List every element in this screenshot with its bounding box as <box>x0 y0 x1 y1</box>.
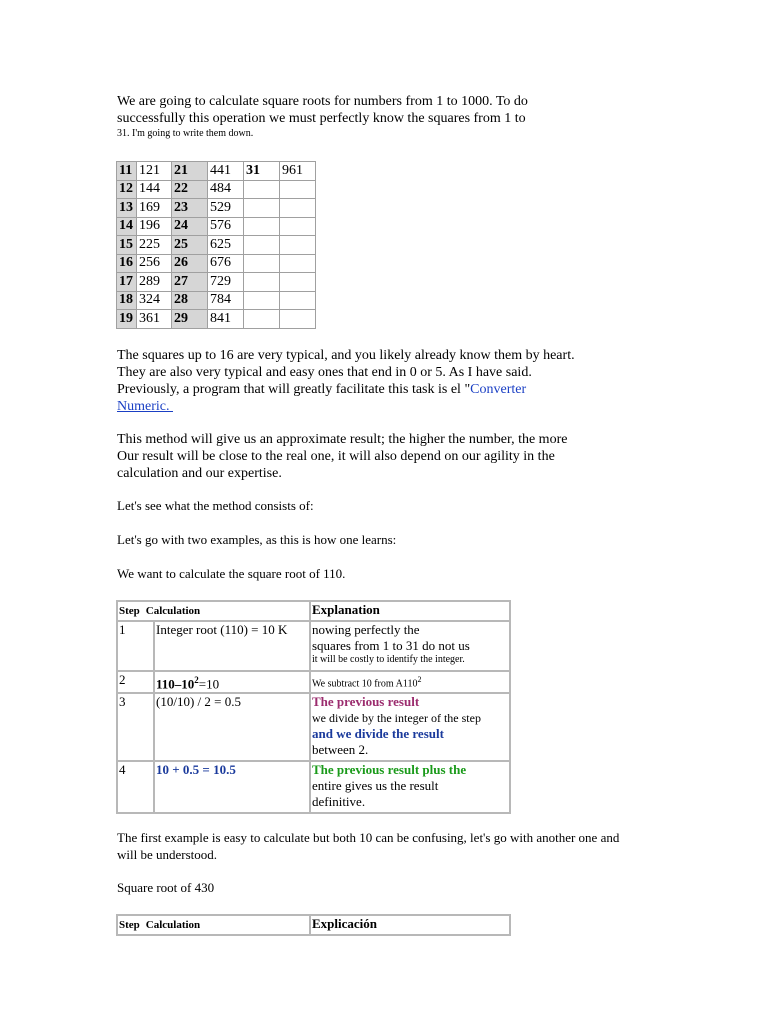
square-cell: 625 <box>208 236 244 255</box>
number-cell: 19 <box>117 310 137 329</box>
number-cell: 31 <box>244 162 280 181</box>
square-cell: 324 <box>137 291 172 310</box>
number-cell: 18 <box>117 291 137 310</box>
examples-text: Let's go with two examples, as this is how one learns: <box>117 532 397 547</box>
calculation-header: Calculation <box>145 919 201 931</box>
link-underline[interactable] <box>526 381 588 393</box>
number-cell: 25 <box>172 236 208 255</box>
calculation-header: Calculation <box>145 605 201 617</box>
table-row <box>117 291 316 310</box>
square-cell <box>280 310 316 329</box>
square-cell: 144 <box>137 180 172 199</box>
number-cell: 23 <box>172 199 208 218</box>
paragraph-line: This method will give us an approximate result; the higher the number, the more <box>117 432 568 447</box>
explanation-cell: nowing perfectly the squares from 1 to 31 do not us it will be costly to identify the integer. <box>310 621 510 671</box>
approximation-paragraph <box>117 431 737 482</box>
number-cell <box>244 310 280 329</box>
number-cell: 17 <box>117 273 137 292</box>
paragraph-line: They are also very typical and easy ones that end in 0 or 5. As I have said. <box>117 365 532 380</box>
table-row <box>117 180 316 199</box>
number-cell: 27 <box>172 273 208 292</box>
explanation-cell: The previous result we divide by the integer of the step and we divide the result between 2. <box>310 693 510 761</box>
square-cell: 225 <box>137 236 172 255</box>
table-row <box>117 761 510 813</box>
explanation-cell: The previous result plus the entire gives us the result definitive. <box>310 761 510 813</box>
table-row <box>117 254 316 273</box>
number-cell <box>244 254 280 273</box>
calculation-cell: 10 + 0.5 = 10.5 <box>154 761 310 813</box>
paragraph-line: Our result will be close to the real one, it will also depend on our agility in the <box>117 449 555 464</box>
number-cell <box>244 180 280 199</box>
number-cell <box>244 291 280 310</box>
square-cell: 576 <box>208 217 244 236</box>
number-cell <box>244 217 280 236</box>
example-430-heading: Square root of 430 <box>117 880 215 895</box>
steps-table-430 <box>116 914 511 936</box>
square-cell: 441 <box>208 162 244 181</box>
intro-line: successfully this operation we must perfectly know the squares from 1 to <box>117 111 526 126</box>
intro-paragraph <box>117 93 737 140</box>
square-cell <box>280 199 316 218</box>
step-number: 3 <box>117 693 154 761</box>
square-cell: 361 <box>137 310 172 329</box>
square-cell: 169 <box>137 199 172 218</box>
number-cell: 15 <box>117 236 137 255</box>
calculation-cell: $110-10^2=10$ <box>154 671 310 693</box>
number-cell: 11 <box>117 162 137 181</box>
square-cell <box>280 273 316 292</box>
paragraph-text: Previously, a program that will greatly facilitate this task is el " <box>117 382 471 397</box>
step-header: Step <box>119 605 140 617</box>
steps-table-110 <box>116 600 511 814</box>
square-cell: 841 <box>208 310 244 329</box>
calculation-cell: (10/10) / 2 = 0.5 <box>154 693 310 761</box>
table-row <box>117 693 510 761</box>
explanation-header: Explanation <box>310 601 510 621</box>
number-cell: 12 <box>117 180 137 199</box>
calculation-cell: Integer root (110) = 10 K <box>154 621 310 671</box>
example-110-heading: We want to calculate the square root of 110. <box>117 566 346 581</box>
square-cell: 729 <box>208 273 244 292</box>
method-text: Let's see what the method consists of: <box>117 498 314 513</box>
number-cell: 29 <box>172 310 208 329</box>
table-row <box>117 236 316 255</box>
number-cell <box>244 236 280 255</box>
number-cell: 26 <box>172 254 208 273</box>
square-cell: 121 <box>137 162 172 181</box>
square-cell <box>280 236 316 255</box>
paragraph-line: The squares up to 16 are very typical, and you likely already know them by heart. <box>117 348 575 363</box>
paragraph-line: calculation and our expertise. <box>117 466 282 481</box>
table-row <box>117 199 316 218</box>
square-cell <box>280 291 316 310</box>
number-cell: 22 <box>172 180 208 199</box>
step-number: 4 <box>117 761 154 813</box>
converter-link[interactable]: Converter <box>470 382 527 397</box>
number-cell: 24 <box>172 217 208 236</box>
square-cell: 196 <box>137 217 172 236</box>
intro-line: We are going to calculate square roots for numbers from 1 to 1000. To do <box>117 94 528 109</box>
square-cell: 529 <box>208 199 244 218</box>
step-number: 1 <box>117 621 154 671</box>
square-cell: 256 <box>137 254 172 273</box>
first-example-paragraph <box>117 829 757 863</box>
paragraph-line: will be understood. <box>117 847 218 862</box>
number-cell: 16 <box>117 254 137 273</box>
square-cell: 784 <box>208 291 244 310</box>
table-row <box>117 217 316 236</box>
step-number: 2 <box>117 671 154 693</box>
paragraph-line: The first example is easy to calculate but both 10 can be confusing, let's go with another one and <box>117 830 620 845</box>
step-header: Step <box>119 919 140 931</box>
paragraph-line <box>117 381 737 398</box>
number-cell <box>244 199 280 218</box>
table-row <box>117 310 316 329</box>
number-cell <box>244 273 280 292</box>
intro-line: 31. I'm going to write them down. <box>117 128 254 139</box>
explanation-header: Explicación <box>310 915 510 935</box>
table-row <box>117 621 510 671</box>
table-header-row <box>117 601 510 621</box>
square-cell: 676 <box>208 254 244 273</box>
square-cell: 484 <box>208 180 244 199</box>
table-row <box>117 671 510 693</box>
numeric-link[interactable]: Numeric. <box>117 399 170 414</box>
table-row <box>117 162 316 181</box>
square-cell <box>280 254 316 273</box>
explanation-cell: We subtract 10 from $A110^2$ <box>310 671 510 693</box>
square-cell <box>280 180 316 199</box>
squares-table <box>116 161 316 329</box>
table-header-row <box>117 915 510 935</box>
number-cell: 28 <box>172 291 208 310</box>
number-cell: 21 <box>172 162 208 181</box>
square-cell: 289 <box>137 273 172 292</box>
square-cell <box>280 217 316 236</box>
number-cell: 13 <box>117 199 137 218</box>
number-cell: 14 <box>117 217 137 236</box>
squares-paragraph <box>117 347 737 415</box>
table-row <box>117 273 316 292</box>
square-cell: 961 <box>280 162 316 181</box>
